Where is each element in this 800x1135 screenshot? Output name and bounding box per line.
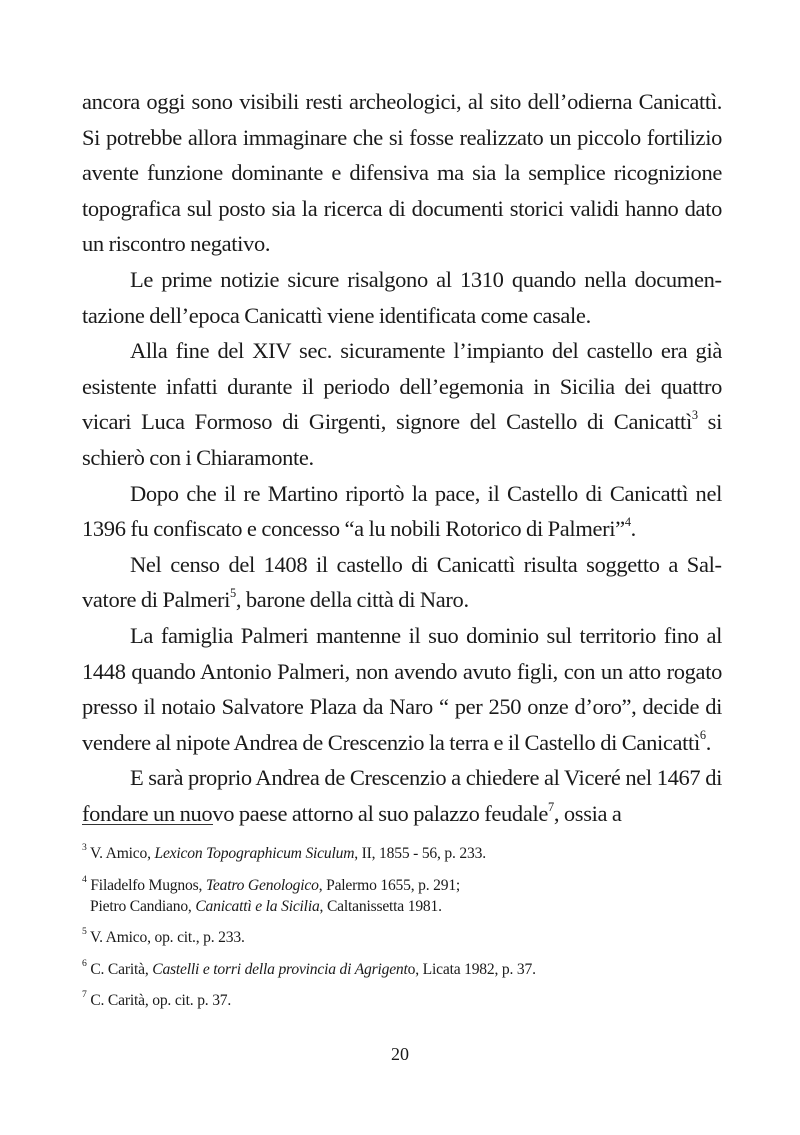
text-run: V. Amico, op. cit., p. 233. [86,929,245,946]
footnote-ref: 4 [82,873,87,885]
text-run: . [630,516,636,542]
footnote-ref: 6 [699,728,706,743]
footnote [82,843,722,864]
footnote [82,990,722,1011]
footnote-ref: 3 [82,842,87,854]
text-run: o, Licata 1982, p. 37. [407,960,536,978]
footnotes [82,843,722,1022]
footnote-line [82,957,536,978]
italic-title: Canicattì e la Sicilia [195,897,320,915]
footnote-line [82,926,245,946]
footnote-line [82,842,486,862]
text-run: ancora oggi sono visibili resti archeologici, al sito dell’odierna Canicattì. Si potrebbe allora immaginare che si fosse realizzato un piccolo fortilizio avente funzione dominante e difensiva ma sia la semplice ricognizione topografica sul posto sia la ricerca di documenti storici validi hanno dato un riscontro negativo. [82,89,722,257]
footnote-line [82,873,461,894]
text-run: La famiglia Palmeri mantenne il suo dominio sul territorio fino al 1448 quando Antonio Palmeri, non avendo avuto figli, con un atto rogato presso il notaio Salvatore Plaza da Naro “ per 250 onze d’oro”, decide di vendere al nipote Andrea de Crescenzio la terra e il Castello di Canicattì [82,622,722,755]
text-run: , Caltanissetta 1981. [319,897,442,915]
footnote-ref: 7 [548,799,554,814]
text-run: si schierò con i Chiaramonte. [82,409,722,470]
text-run: V. Amico, [86,845,155,862]
text-run: Le prime notizie sicure risalgono al 1310 quando nella documentazione dell’epoca Canicattì viene identificata come casale. [82,266,722,328]
footnote-separator [82,824,213,825]
italic-title: Lexicon Topographicum Siculum [154,845,355,862]
text-run: C. Carità, [86,960,153,978]
text-run: , ossia a [553,800,622,826]
text-run: Alla fine del XIV sec. sicuramente l’impianto del castello era già esistente infatti durante il periodo dell’egemonia in Sicilia dei quattro vicari Luca Formoso di Girgenti, signore del Castello di Canicattì [82,338,722,435]
footnote-ref: 4 [624,514,631,529]
footnote-line [82,896,722,917]
text-run: Filadelfo Mugnos, [86,876,206,894]
text-run: Nel censo del 1408 il castello di Canicattì risulta soggetto a Salvatore di Palmeri [82,551,722,613]
footnote-ref: 5 [82,926,87,938]
paragraph [82,760,722,831]
paragraph [82,618,722,760]
text-run: E sarà proprio Andrea de Crescenzio a chiedere al Viceré nel 1467 di fondare un nuovo paese attorno al suo palazzo feudale [82,765,722,826]
italic-title: Castelli e torri della provincia di Agrigent [152,960,408,978]
footnote [82,875,722,917]
text-run: , II, 1855 - 56, p. 233. [354,845,486,862]
text-run: , Palermo 1655, p. 291; [318,876,461,894]
italic-title: Teatro Genologico [205,876,319,894]
text-run: , barone della città di Naro. [235,587,469,613]
paragraph [82,547,722,618]
footnote-line [82,989,232,1009]
paragraph [82,333,722,475]
footnote [82,959,722,980]
footnote [82,927,722,948]
footnote-ref: 6 [82,957,87,969]
footnote-ref: 7 [82,989,87,1001]
page-number: 20 [391,1044,409,1064]
footnote-ref: 3 [691,408,698,422]
footnote-ref: 5 [230,585,236,600]
paragraph [82,476,722,547]
text-run: Dopo che il re Martino riportò la pace, il Castello di Canicattì nel 1396 fu confiscato e concesso “a lu nobili Rotorico di Palmeri” [82,480,722,542]
paragraph [82,262,722,333]
body-text [82,84,722,831]
text-run: Pietro Candiano, [90,897,196,915]
paragraph [82,84,722,262]
text-run: C. Carità, op. cit. p. 37. [86,992,232,1009]
text-run: . [705,729,711,755]
